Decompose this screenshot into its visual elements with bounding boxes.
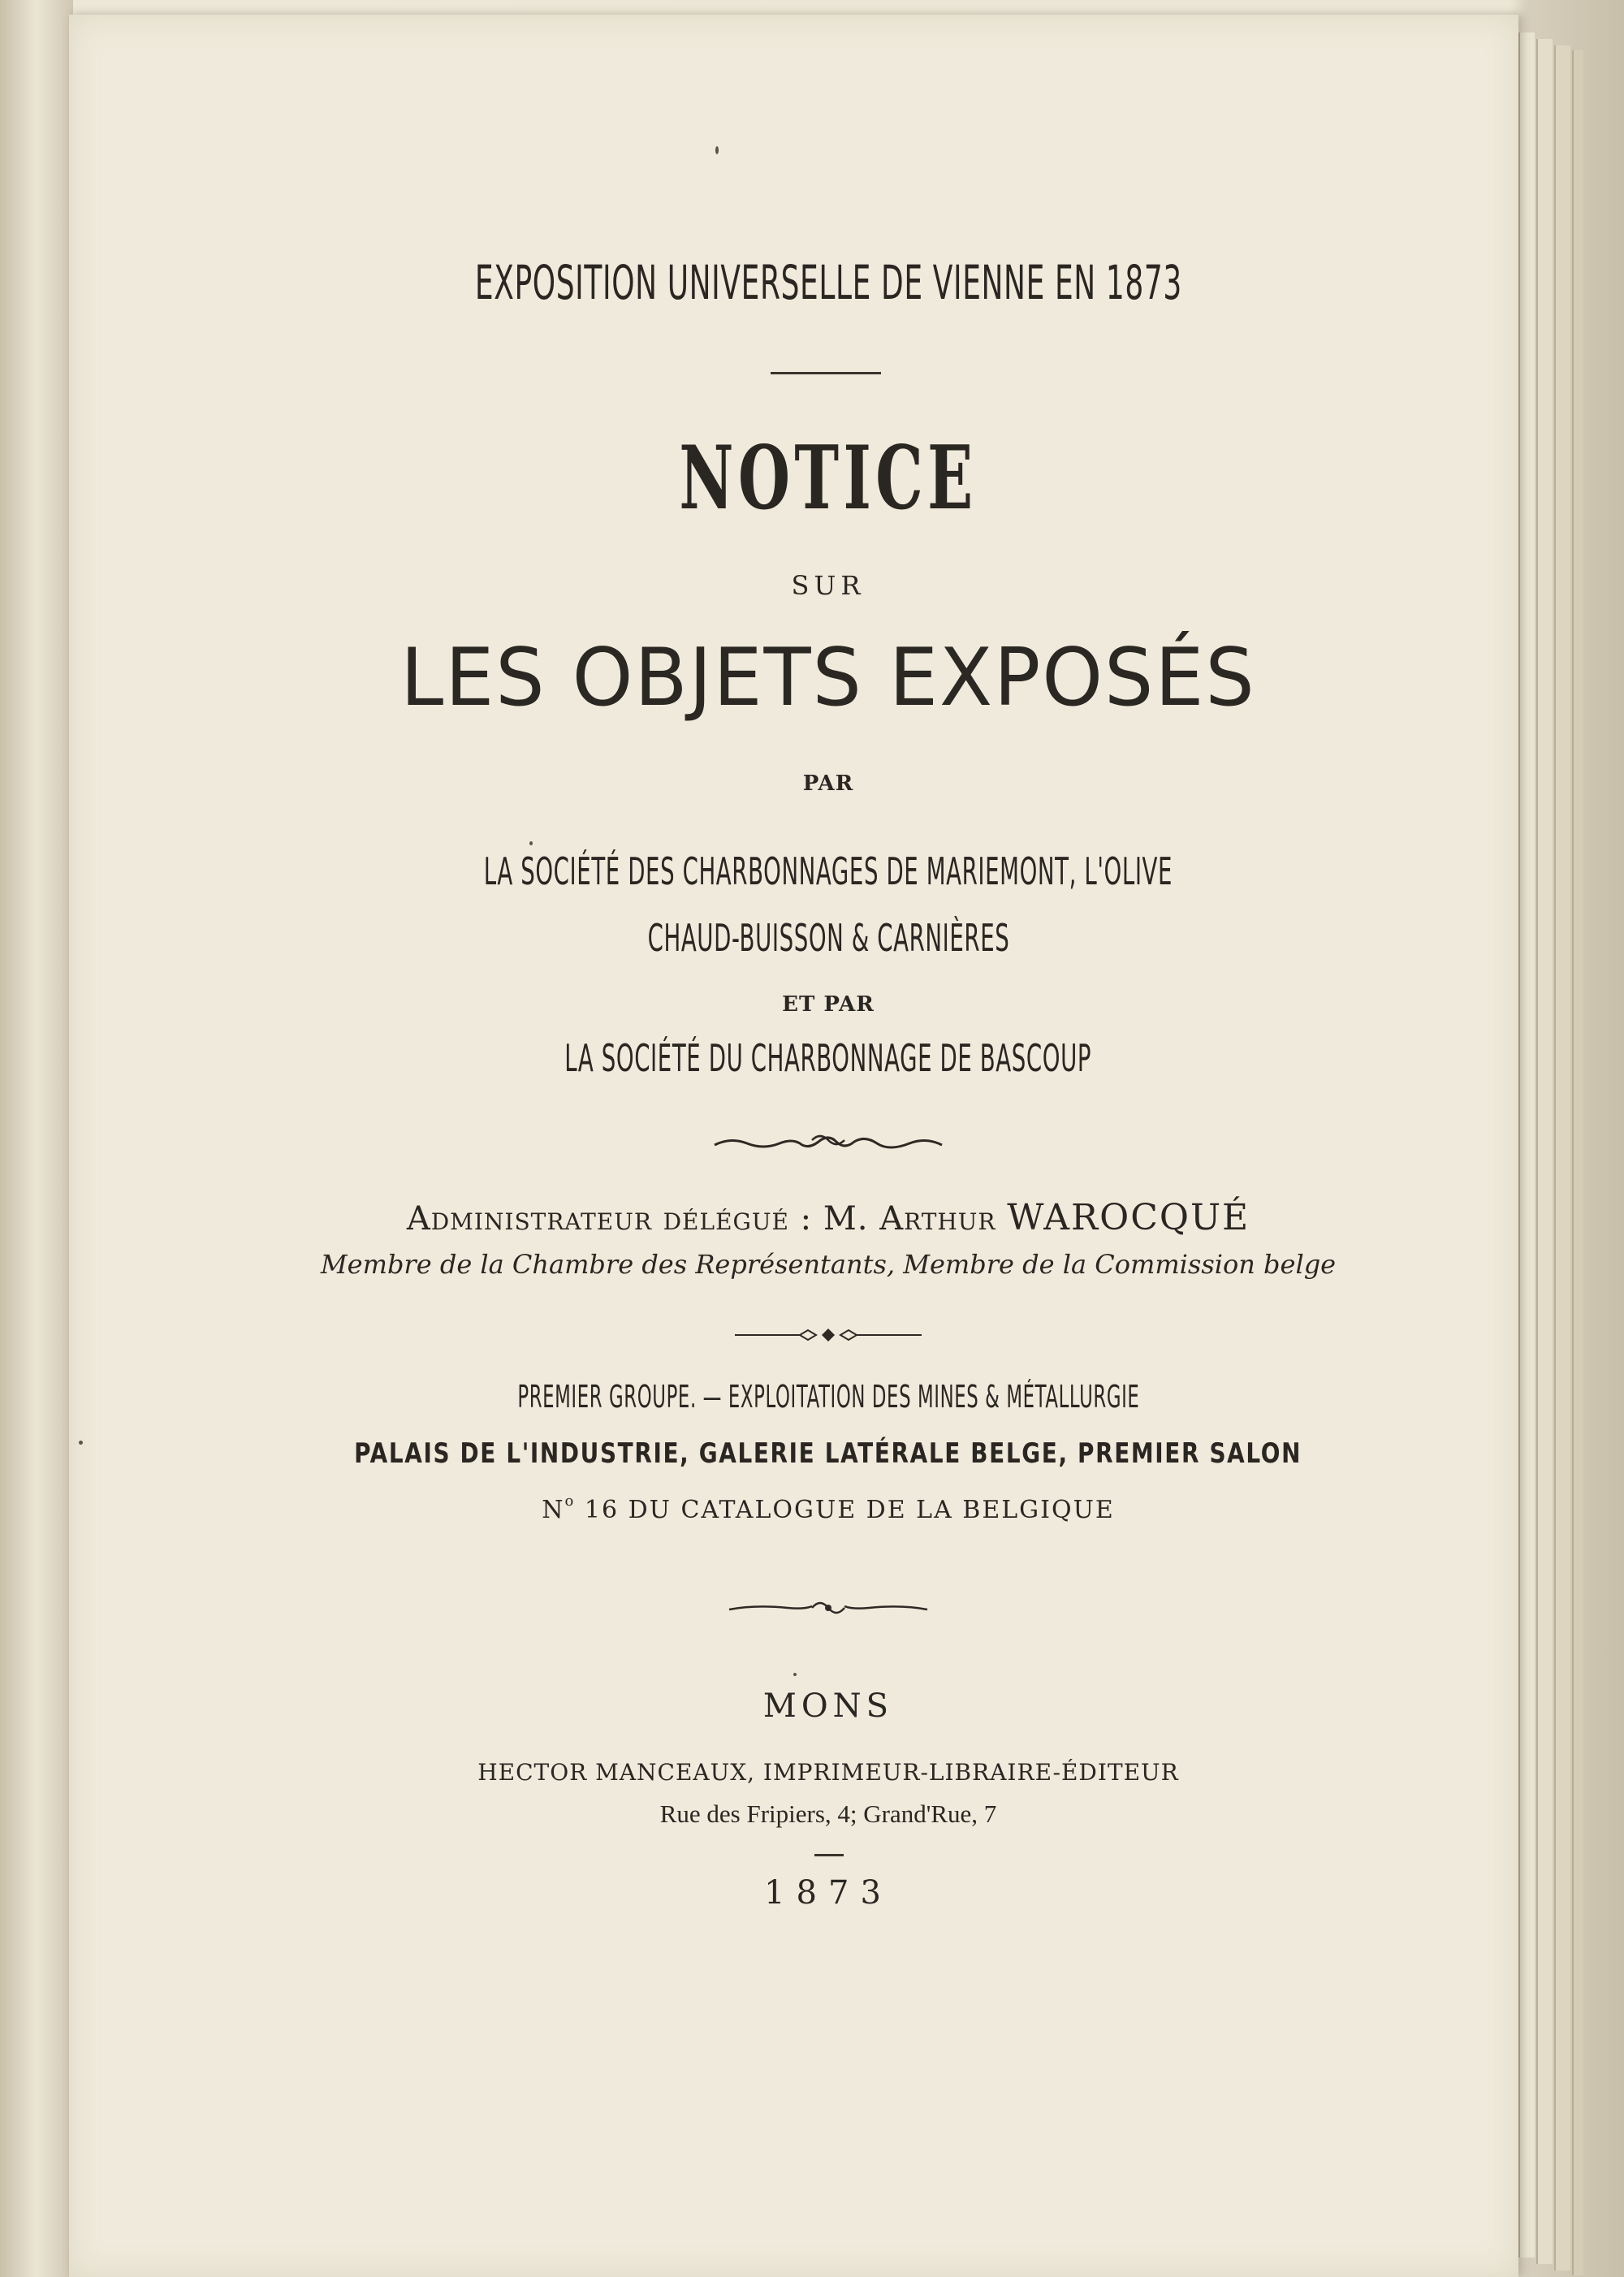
sur-label: SUR — [791, 570, 866, 601]
paper-speck — [79, 1441, 83, 1445]
objets-title: LES OBJETS EXPOSÉS — [400, 632, 1256, 724]
divider-rule — [771, 372, 881, 374]
ornament-divider — [69, 1596, 1587, 1623]
premier-groupe-line: PREMIER GROUPE. — EXPLOITATION DES MINES & MÉTALLURGIE — [516, 1379, 1140, 1415]
paper-speck — [529, 841, 533, 845]
notice-title: NOTICE — [679, 427, 978, 529]
societe-bascoup: LA SOCIÉTÉ DU CHARBONNAGE DE BASCOUP — [564, 1036, 1092, 1080]
page-stack-edge — [1572, 50, 1583, 2275]
membre-line: Membre de la Chambre des Représentants, Membre de la Commission belge — [320, 1249, 1337, 1280]
ornament-divider — [69, 1130, 1587, 1159]
exposition-heading: EXPOSITION UNIVERSELLE DE VIENNE EN 1873 — [474, 255, 1182, 310]
et-par-label: ET PAR — [782, 992, 875, 1017]
administrateur-line: Administrateur délégué : M. Arthur WAROCQUÉ — [406, 1197, 1250, 1238]
publication-year: 1873 — [764, 1874, 892, 1912]
binding-edge — [0, 0, 73, 2277]
publisher-address: Rue des Fripiers, 4; Grand'Rue, 7 — [659, 1800, 997, 1828]
publisher-line: HECTOR MANCEAUX, IMPRIMEUR-LIBRAIRE-ÉDITEUR — [477, 1759, 1179, 1786]
title-page — [69, 15, 1518, 2277]
palais-line: PALAIS DE L'INDUSTRIE, GALERIE LATÉRALE BELGE, PREMIER SALON — [354, 1437, 1302, 1470]
paper-speck — [793, 1673, 797, 1676]
catalogue-number-line: $N^o$ 16 DU CATALOGUE DE LA BELGIQUE — [542, 1493, 1115, 1524]
short-rule — [814, 1854, 844, 1856]
ornament-divider — [69, 1325, 1587, 1349]
societe-mariemont-line2: CHAUD-BUISSON & CARNIÈRES — [647, 916, 1009, 960]
paper-speck — [715, 146, 719, 154]
city-mons: MONS — [762, 1687, 894, 1725]
par-label: PAR — [802, 771, 854, 796]
societe-mariemont-line1: LA SOCIÉTÉ DES CHARBONNAGES DE MARIEMONT, L'OLIVE — [483, 849, 1173, 893]
